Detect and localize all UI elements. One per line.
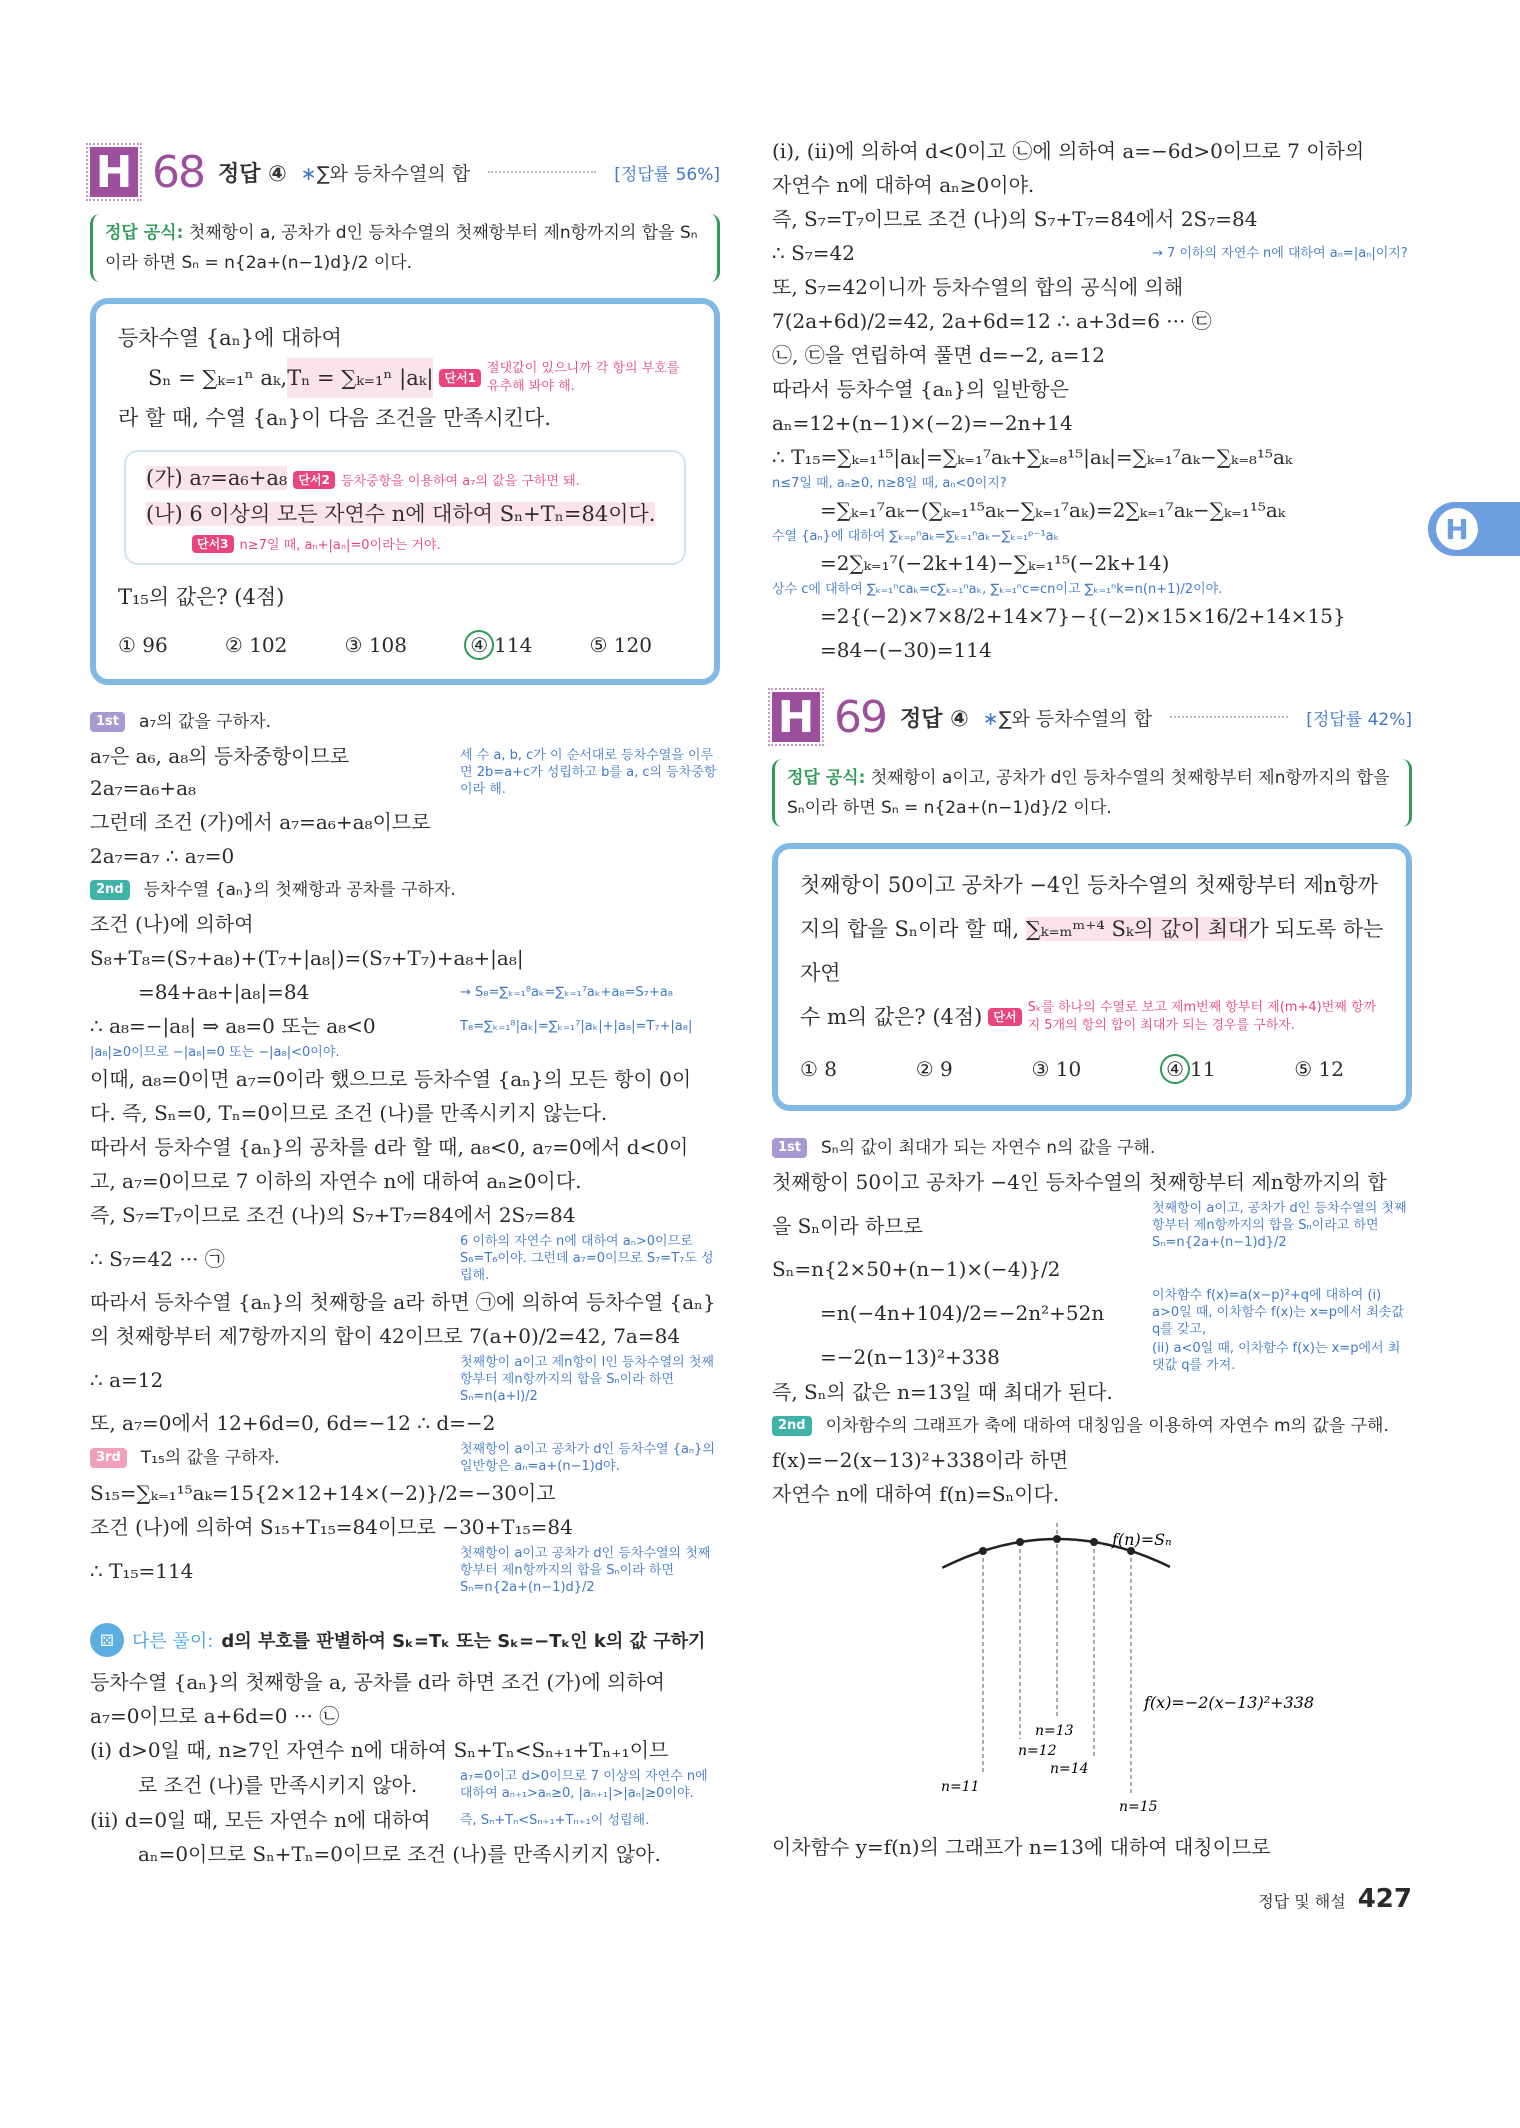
solution-line bbox=[772, 270, 1412, 304]
curve-label: f(n)=Sₙ bbox=[1112, 1530, 1172, 1549]
choice-1[interactable]: ① 96 bbox=[118, 633, 168, 657]
solution-line bbox=[772, 1165, 1412, 1199]
line-text: Sₙ의 값이 최대가 되는 자연수 n의 값을 구해. bbox=[821, 1138, 1156, 1158]
alt-lines bbox=[90, 1665, 720, 1871]
section-tab-label: H bbox=[1436, 508, 1478, 550]
choice-4-selected[interactable]: ④ 114 bbox=[464, 625, 532, 665]
solution-line bbox=[90, 1476, 720, 1510]
side-note: 상수 c에 대하여 ∑ₖ₌₁ⁿcaₖ=c∑ₖ₌₁ⁿaₖ, ∑ₖ₌₁ⁿc=cn이고 ∑ₖ₌₁ⁿk=n(n+1)/2이야. bbox=[772, 582, 1223, 597]
solution-line bbox=[772, 580, 1412, 599]
section-tab-h[interactable] bbox=[1428, 502, 1520, 556]
solution-line bbox=[772, 599, 1412, 633]
step-badge: 3rd bbox=[90, 1448, 127, 1468]
conclusion-line: 이차함수 y=f(n)의 그래프가 n=13에 대하여 대칭이므로 bbox=[772, 1835, 1271, 1859]
solution-line bbox=[772, 1199, 1412, 1252]
side-note: 첫째항이 a이고 공차가 d인 등차수열 {aₙ}의 일반항은 aₙ=a+(n−1)d야. bbox=[460, 1442, 715, 1474]
solution-line bbox=[90, 1164, 720, 1198]
line-text: 조건 (나)에 의하여 S₁₅+T₁₅=84이므로 −30+T₁₅=84 bbox=[90, 1515, 573, 1539]
section-h-logo: H bbox=[90, 147, 138, 197]
line-text: 을 Sₙ이라 하므로 bbox=[772, 1213, 923, 1238]
line-text: ㉡, ㉢을 연립하여 풀면 d=−2, a=12 bbox=[772, 343, 1105, 367]
choice-2[interactable]: ② 102 bbox=[224, 633, 288, 657]
line-text: ∴ T₁₅=∑ₖ₌₁¹⁵|aₖ|=∑ₖ₌₁⁷aₖ+∑ₖ₌₈¹⁵|aₖ|=∑ₖ₌₁⁷aₖ−∑ₖ₌₈¹⁵aₖ bbox=[772, 445, 1293, 469]
answer-label: 정답 ④ bbox=[218, 161, 287, 187]
line-text: 의 첫째항부터 제7항까지의 합이 42이므로 7(a+0)/2=42, 7a=84 bbox=[90, 1324, 681, 1348]
line-text: 다. 즉, Sₙ=0, Tₙ=0이므로 조건 (나)를 만족시키지 않는다. bbox=[90, 1101, 608, 1125]
problem-number: 69 bbox=[834, 691, 886, 743]
formula-label: 정답 공식: bbox=[105, 223, 184, 243]
label-n13: n=13 bbox=[1035, 1723, 1074, 1739]
problem-intro: 등차수열 {aₙ}에 대하여 bbox=[118, 326, 342, 350]
page-number: 427 bbox=[1357, 1884, 1412, 1914]
label-n15: n=15 bbox=[1119, 1799, 1158, 1815]
alt-label: 다른 풀이: bbox=[132, 1631, 214, 1652]
dotted-divider bbox=[488, 171, 596, 173]
problem-69-header bbox=[772, 687, 1412, 747]
solution-line bbox=[772, 372, 1412, 406]
line-text: 따라서 등차수열 {aₙ}의 공차를 d라 할 때, a₈<0, a₇=0에서 d<0이 bbox=[90, 1135, 689, 1159]
line-text: (ii) d=0일 때, 모든 자연수 n에 대하여 bbox=[90, 1808, 431, 1832]
solution-line bbox=[90, 1767, 720, 1803]
line-text: ∴ T₁₅=114 bbox=[90, 1558, 194, 1583]
correct-rate: [정답률 56%] bbox=[614, 164, 720, 185]
point-n12 bbox=[1016, 1538, 1024, 1546]
hint-text: Sₖ를 하나의 수열로 보고 제m번째 항부터 제(m+4)번째 항까지 5개의 항의 합이 최대가 되는 경우를 구하자. bbox=[1027, 1000, 1377, 1033]
point-n13 bbox=[1053, 1535, 1061, 1543]
answer-formula bbox=[772, 759, 1412, 827]
line-text: aₙ=0이므로 Sₙ+Tₙ=0이므로 조건 (나)를 만족시키지 않아. bbox=[138, 1842, 661, 1866]
parabola-graph bbox=[862, 1523, 1382, 1823]
solution-line bbox=[90, 1285, 720, 1319]
star-icon: ∗ bbox=[300, 162, 317, 185]
dice-icon: ⚄ bbox=[90, 1623, 124, 1657]
line-text: aₙ=12+(n−1)×(−2)=−2n+14 bbox=[772, 411, 1073, 435]
line-text: 등차수열 {aₙ}의 첫째항과 공차를 구하자. bbox=[143, 880, 456, 900]
line-text: ∴ a=12 bbox=[90, 1367, 164, 1392]
step-badge: 2nd bbox=[772, 1416, 812, 1436]
solution-line bbox=[90, 1232, 720, 1285]
solution-line bbox=[90, 1510, 720, 1544]
solution-line bbox=[772, 236, 1412, 270]
correct-rate: [정답률 42%] bbox=[1306, 709, 1412, 730]
line-text: T₁₅의 값을 구하자. bbox=[140, 1448, 280, 1468]
line-text: 이차함수의 그래프가 축에 대하여 대칭임을 이용하여 자연수 m의 값을 구해. bbox=[825, 1416, 1389, 1436]
solution-line bbox=[90, 1096, 720, 1130]
condition-b: (나) 6 이상의 모든 자연수 n에 대하여 Sₙ+Tₙ=84이다. bbox=[146, 502, 656, 526]
line-text: 따라서 등차수열 {aₙ}의 일반항은 bbox=[772, 377, 1069, 401]
choice-3[interactable]: ③ 108 bbox=[344, 633, 407, 657]
side-note: a₇=0이고 d>0이므로 7 이상의 자연수 n에 대하여 aₙ₊₁>aₙ≥0, |aₙ₊₁|>|aₙ|≥0이야. bbox=[460, 1769, 708, 1801]
line-text: 등차수열 {aₙ}의 첫째항을 a, 공차를 d라 하면 조건 (가)에 의하여 bbox=[90, 1670, 665, 1694]
line-text: 즉, S₇=T₇이므로 조건 (나)의 S₇+T₇=84에서 2S₇=84 bbox=[90, 1203, 576, 1227]
solution-line bbox=[90, 1062, 720, 1096]
step-badge: 1st bbox=[772, 1138, 807, 1158]
problem-68-header bbox=[90, 142, 720, 202]
formula-label: 정답 공식: bbox=[787, 768, 866, 788]
side-note: → 7 이하의 자연수 n에 대하여 aₙ=|aₙ|이지? bbox=[1152, 245, 1408, 261]
side-note: 이차함수 f(x)=a(x−p)²+q에 대하여 (i) a>0일 때, 이차함수 f(x)는 x=p에서 최솟값 q를 갖고, bbox=[1152, 1288, 1404, 1337]
solution-69 bbox=[772, 1131, 1412, 1511]
hint-badge: 단서1 bbox=[439, 369, 481, 387]
step-heading bbox=[772, 1131, 1412, 1165]
point-n11 bbox=[979, 1547, 987, 1555]
label-n12: n=12 bbox=[1018, 1743, 1057, 1759]
side-note: 즉, Sₙ+Tₙ<Sₙ₊₁+Tₙ₊₁이 성립해. bbox=[460, 1812, 650, 1828]
line-text: 고, a₇=0이므로 7 이하의 자연수 n에 대하여 aₙ≥0이다. bbox=[90, 1169, 582, 1193]
line-text: S₁₅=∑ₖ₌₁¹⁵aₖ=15{2×12+14×(−2)}/2=−30이고 bbox=[90, 1481, 556, 1505]
sum-definition bbox=[118, 358, 692, 398]
line-text: ∴ S₇=42 ··· ㉠ bbox=[90, 1246, 225, 1271]
choice-1[interactable]: ① 8 bbox=[800, 1057, 838, 1081]
problem-69 bbox=[772, 687, 1412, 1111]
line-text: (i) d>0일 때, n≥7인 자연수 n에 대하여 Sₙ+Tₙ<Sₙ₊₁+Tₙ₊₁이므 bbox=[90, 1738, 669, 1762]
line-text: 그런데 조건 (가)에서 a₇=a₆+a₈이므로 bbox=[90, 810, 431, 834]
solution-line bbox=[772, 168, 1412, 202]
solution-line bbox=[772, 1286, 1412, 1339]
side-note: 6 이하의 자연수 n에 대하여 aₙ>0이므로 S₆=T₆이야. 그런데 a₇=0이므로 S₇=T₇도 성립해. bbox=[460, 1234, 714, 1283]
line-text: ∴ a₈=−|a₈| ⇒ a₈=0 또는 a₈<0 bbox=[90, 1014, 376, 1038]
step-badge: 1st bbox=[90, 712, 125, 732]
selected-circle: ④ bbox=[464, 630, 494, 660]
line-text: 따라서 등차수열 {aₙ}의 첫째항을 a라 하면 ㉠에 의하여 등차수열 {aₙ} bbox=[90, 1290, 716, 1314]
step-heading bbox=[772, 1409, 1412, 1443]
t-definition: Tₙ = ∑ₖ₌₁ⁿ |aₖ| bbox=[287, 358, 433, 398]
line-text: a₇의 값을 구하자. bbox=[139, 712, 271, 732]
solution-line bbox=[772, 1375, 1412, 1409]
s-definition: Sₙ = ∑ₖ₌₁ⁿ aₖ, bbox=[148, 366, 288, 390]
answer-formula bbox=[90, 214, 720, 282]
line-text: (i), (ii)에 의하여 d<0이고 ㉡에 의하여 a=−6d>0이므로 7 이하의 bbox=[772, 139, 1365, 163]
alt-solution-header bbox=[90, 1623, 720, 1657]
line-text: a₇은 a₆, a₈의 등차중항이므로 2a₇=a₆+a₈ bbox=[90, 744, 350, 800]
choice-5[interactable]: ⑤ 120 bbox=[589, 633, 652, 657]
left-column bbox=[90, 142, 720, 1871]
line-text: 또, a₇=0에서 12+6d=0, 6d=−12 ∴ d=−2 bbox=[90, 1411, 496, 1435]
solution-line bbox=[90, 1544, 720, 1597]
line-text: =2∑ₖ₌₁⁷(−2k+14)−∑ₖ₌₁¹⁵(−2k+14) bbox=[820, 551, 1170, 575]
side-note: (ii) a<0일 때, 이차함수 f(x)는 x=p에서 최댓값 q를 가져. bbox=[1152, 1341, 1401, 1373]
line-text: =84−(−30)=114 bbox=[820, 638, 992, 662]
problem-68 bbox=[90, 142, 720, 685]
solution-line bbox=[90, 975, 720, 1009]
line-text: 또, S₇=42이니까 등차수열의 합의 공식에 의해 bbox=[772, 275, 1184, 299]
page-footer bbox=[772, 1884, 1412, 1914]
solution-line bbox=[772, 338, 1412, 372]
line-text: 2a₇=a₇ ∴ a₇=0 bbox=[90, 844, 235, 868]
side-note: n≤7일 때, aₙ≥0, n≥8일 때, aₙ<0이지? bbox=[772, 476, 1007, 491]
line-text: a₇=0이므로 a+6d=0 ··· ㉡ bbox=[90, 1704, 340, 1728]
point-n14 bbox=[1090, 1538, 1098, 1546]
solution-line bbox=[772, 493, 1412, 527]
line-text: =−2(n−13)²+338 bbox=[820, 1345, 1000, 1369]
line-text: ∴ S₇=42 bbox=[772, 241, 856, 265]
alternative-solution bbox=[90, 1623, 720, 1871]
side-note: 세 수 a, b, c가 이 순서대로 등차수열을 이루면 2b=a+c가 성립하고 b를 a, c의 등차중항이라 해. bbox=[460, 747, 717, 797]
line-text: f(x)=−2(x−13)²+338이라 하면 bbox=[772, 1448, 1069, 1472]
answer-choices bbox=[118, 625, 692, 665]
solution-line bbox=[90, 805, 720, 839]
solution-line bbox=[90, 839, 720, 873]
problem-text-1: 첫째항이 50이고 공차가 −4인 등차수열의 첫째항부터 제n항까 bbox=[800, 873, 1378, 897]
solution-line bbox=[90, 739, 720, 805]
section-h-logo: H bbox=[772, 692, 820, 742]
solution-line bbox=[772, 1339, 1412, 1375]
solution-line bbox=[772, 406, 1412, 440]
solution-line bbox=[772, 134, 1412, 168]
line-text: 자연수 n에 대하여 f(n)=Sₙ이다. bbox=[772, 1482, 1060, 1506]
solution-68-continued bbox=[772, 134, 1412, 667]
solution-line bbox=[90, 1837, 720, 1871]
condition-a: (가) a₇=a₆+a₈ 단서2 등차중항을 이용하여 a₇의 값을 구하면 돼. bbox=[146, 466, 580, 490]
solution-line bbox=[90, 1130, 720, 1164]
side-note: 수열 {aₙ}에 대하여 ∑ₖ₌ₚⁿaₖ=∑ₖ₌₁ⁿaₖ−∑ₖ₌₁ᵖ⁻¹aₖ bbox=[772, 529, 1060, 544]
solution-line bbox=[772, 304, 1412, 338]
step-badge: 2nd bbox=[90, 880, 130, 900]
dotted-divider bbox=[1170, 716, 1288, 718]
line-text: =2{(−2)×7×8/2+14×7}−{(−2)×15×16/2+14×15} bbox=[820, 604, 1346, 628]
hint-3: 단서3 n≥7일 때, aₙ+|aₙ|=0이라는 거야. bbox=[146, 532, 664, 555]
solution-line bbox=[90, 1353, 720, 1406]
line-text: 이때, a₈=0이면 a₇=0이라 했으므로 등차수열 {aₙ}의 모든 항이 0이 bbox=[90, 1067, 692, 1091]
solution-line bbox=[772, 546, 1412, 580]
hint-text: 등차중항을 이용하여 a₇의 값을 구하면 돼. bbox=[340, 474, 580, 489]
alt-title: d의 부호를 판별하여 Sₖ=Tₖ 또는 Sₖ=−Tₖ인 k의 값 구하기 bbox=[221, 1631, 706, 1652]
formula-text: 첫째항이 a, 공차가 d인 등차수열의 첫째항부터 제n항까지의 합을 Sₙ이라 하면 Sₙ = n{2a+(n−1)d}/2 이다. bbox=[105, 223, 698, 273]
label-n11: n=11 bbox=[941, 1779, 980, 1795]
side-note: 첫째항이 a이고 제n항이 l인 등차수열의 첫째항부터 제n항까지의 합을 Sₙ이라 하면 Sₙ=n(a+l)/2 bbox=[460, 1355, 714, 1404]
problem-box bbox=[772, 843, 1412, 1111]
solution-line bbox=[90, 1009, 720, 1043]
line-text: Sₙ=n{2×50+(n−1)×(−4)}/2 bbox=[772, 1257, 1061, 1281]
problem-number: 68 bbox=[152, 146, 204, 198]
solution-line bbox=[772, 1443, 1412, 1477]
answer-label: 정답 ④ bbox=[900, 706, 969, 732]
hint-badge: 단서 bbox=[988, 1008, 1021, 1026]
solution-line bbox=[90, 1043, 720, 1062]
choice-4-selected[interactable]: ④ 11 bbox=[1160, 1047, 1215, 1091]
solution-line bbox=[90, 1198, 720, 1232]
line-text: =n(−4n+104)/2=−2n²+52n bbox=[820, 1300, 1105, 1325]
hint-badge: 단서2 bbox=[293, 471, 335, 489]
topic: ∗∑와 등차수열의 합 bbox=[982, 707, 1153, 730]
problem-text-2: 지의 합을 Sₙ이라 할 때, ∑ₖ₌ₘᵐ⁺⁴ Sₖ의 값이 최대가 되도록 하는 자연 bbox=[800, 917, 1384, 985]
solution-68 bbox=[90, 705, 720, 1597]
function-label: f(x)=−2(x−13)²+338 bbox=[1144, 1693, 1315, 1712]
solution-line bbox=[772, 474, 1412, 493]
line-text: 첫째항이 50이고 공차가 −4인 등차수열의 첫째항부터 제n항까지의 합 bbox=[772, 1170, 1387, 1194]
side-note: → S₈=∑ₖ₌₁⁸aₖ=∑ₖ₌₁⁷aₖ+a₈=S₇+a₈ bbox=[460, 984, 673, 1000]
topic: ∗∑와 등차수열의 합 bbox=[300, 162, 471, 185]
step-heading bbox=[90, 705, 720, 739]
solution-line bbox=[90, 907, 720, 941]
solution-line bbox=[772, 1252, 1412, 1286]
solution-line bbox=[772, 202, 1412, 236]
conditions-box bbox=[124, 450, 686, 565]
condition-intro: 라 할 때, 수열 {aₙ}이 다음 조건을 만족시킨다. bbox=[118, 406, 551, 430]
problem-box bbox=[90, 298, 720, 685]
line-text: 로 조건 (나)를 만족시키지 않아. bbox=[138, 1773, 418, 1797]
solution-line bbox=[90, 1733, 720, 1767]
line-text: 즉, S₇=T₇이므로 조건 (나)의 S₇+T₇=84에서 2S₇=84 bbox=[772, 207, 1258, 231]
label-n14: n=14 bbox=[1050, 1761, 1089, 1777]
line-text: =∑ₖ₌₁⁷aₖ−(∑ₖ₌₁¹⁵aₖ−∑ₖ₌₁⁷aₖ)=2∑ₖ₌₁⁷aₖ−∑ₖ₌₁¹⁵aₖ bbox=[820, 498, 1286, 522]
selected-circle: ④ bbox=[1160, 1054, 1190, 1084]
line-text: 7(2a+6d)/2=42, 2a+6d=12 ∴ a+3d=6 ··· ㉢ bbox=[772, 309, 1212, 333]
solution-line bbox=[90, 1803, 720, 1837]
solution-line bbox=[90, 1665, 720, 1699]
step-heading bbox=[90, 873, 720, 907]
side-note: T₈=∑ₖ₌₁⁸|aₖ|=∑ₖ₌₁⁷|aₖ|+|a₈|=T₇+|a₈| bbox=[460, 1018, 693, 1034]
hint-text: 절댓값이 있으니까 각 항의 부호를 유추해 봐야 해. bbox=[487, 361, 680, 394]
line-text: 자연수 n에 대하여 aₙ≥0이야. bbox=[772, 173, 1035, 197]
side-note: 첫째항이 a이고, 공차가 d인 등차수열의 첫째항부터 제n항까지의 합을 Sₙ이라고 하면 Sₙ=n{2a+(n−1)d}/2 bbox=[1152, 1201, 1407, 1250]
solution-line bbox=[90, 941, 720, 975]
line-text: 조건 (나)에 의하여 bbox=[90, 912, 254, 936]
solution-line bbox=[772, 440, 1412, 474]
question: T₁₅의 값은? (4점) bbox=[118, 585, 285, 609]
footer-label: 정답 및 해설 bbox=[1258, 1892, 1346, 1911]
choice-2[interactable]: ② 9 bbox=[915, 1057, 953, 1081]
solution-line bbox=[90, 1406, 720, 1440]
solution-line bbox=[772, 633, 1412, 667]
answer-choices bbox=[800, 1047, 1384, 1091]
star-icon: ∗ bbox=[982, 707, 999, 730]
line-text: =84+a₈+|a₈|=84 bbox=[138, 980, 310, 1004]
choice-5[interactable]: ⑤ 12 bbox=[1294, 1057, 1344, 1081]
right-column bbox=[772, 134, 1412, 1914]
solution-line bbox=[772, 527, 1412, 546]
line-text: S₈+T₈=(S₇+a₈)+(T₇+|a₈|)=(S₇+T₇)+a₈+|a₈| bbox=[90, 946, 524, 970]
side-note: |a₈|≥0이므로 −|a₈|=0 또는 −|a₈|<0이야. bbox=[90, 1045, 340, 1060]
line-text: 즉, Sₙ의 값은 n=13일 때 최대가 된다. bbox=[772, 1380, 1113, 1404]
solution-line bbox=[90, 1699, 720, 1733]
step-heading bbox=[90, 1440, 720, 1476]
solution-line bbox=[772, 1477, 1412, 1511]
solution-line bbox=[90, 1319, 720, 1353]
problem-text-3: 수 m의 값은? (4점) 단서 Sₖ를 하나의 수열로 보고 제m번째 항부터 제(m+4)번째 항까지 5개의 항의 합이 최대가 되는 경우를 구하자. bbox=[800, 995, 1384, 1039]
choice-3[interactable]: ③ 10 bbox=[1031, 1057, 1082, 1081]
formula-text: 첫째항이 a이고, 공차가 d인 등차수열의 첫째항부터 제n항까지의 합을 Sₙ이라 하면 Sₙ = n{2a+(n−1)d}/2 이다. bbox=[787, 768, 1390, 818]
side-note: 첫째항이 a이고 공차가 d인 등차수열의 첫째항부터 제n항까지의 합을 Sₙ이라 하면 Sₙ=n{2a+(n−1)d}/2 bbox=[460, 1546, 711, 1595]
